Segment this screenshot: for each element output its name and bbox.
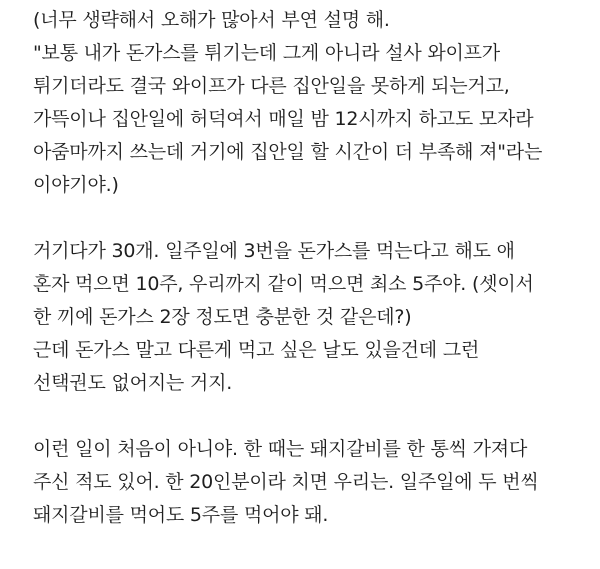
paragraph-3-line-3: 돼지갈비를 먹어도 5주를 먹어야 돼. — [33, 504, 329, 526]
paragraph-3-line-2: 주신 적도 있어. 한 20인분이라 치면 우리는. 일주일에 두 번씩 — [33, 471, 539, 493]
paragraph-2-line-1: 거기다가 30개. 일주일에 3번을 돈가스를 먹는다고 해도 애 — [33, 240, 515, 262]
paragraph-1-line-4: 가뜩이나 집안일에 허덕여서 매일 밤 12시까지 하고도 모자라 — [33, 108, 534, 130]
paragraph-1-line-5: 아줌마까지 쓰는데 거기에 집안일 할 시간이 더 부족해 져"라는 — [33, 141, 543, 163]
paragraph-2-line-3: 한 끼에 돈가스 2장 정도면 충분한 것 같은데?) — [33, 306, 412, 328]
paragraph-2-line-5: 선택권도 없어지는 거지. — [33, 372, 233, 394]
paragraph-1-line-6: 이야기야.) — [33, 174, 119, 196]
paragraph-1-line-3: 튀기더라도 결국 와이프가 다른 집안일을 못하게 되는거고, — [33, 75, 510, 97]
paragraph-3-line-1: 이런 일이 처음이 아니야. 한 때는 돼지갈비를 한 통씩 가져다 — [33, 438, 528, 460]
paragraph-1-line-1: (너무 생략해서 오해가 많아서 부연 설명 해. — [33, 9, 390, 31]
paragraph-1-line-2: "보통 내가 돈가스를 튀기는데 그게 아니라 설사 와이프가 — [33, 42, 500, 64]
paragraph-2-line-2: 혼자 먹으면 10주, 우리까지 같이 먹으면 최소 5주야. (셋이서 — [33, 273, 534, 295]
paragraph-2-line-4: 근데 돈가스 말고 다른게 먹고 싶은 날도 있을건데 그런 — [33, 339, 480, 361]
